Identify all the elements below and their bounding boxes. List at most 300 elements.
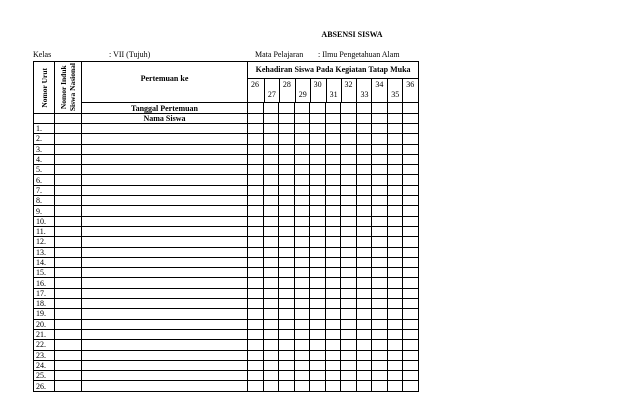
attendance-cell	[310, 144, 326, 154]
row-number: 26.	[34, 381, 55, 391]
attendance-cell	[372, 134, 388, 144]
attendance-cell	[341, 360, 357, 370]
nisn-cell	[55, 216, 82, 226]
attendance-cell	[264, 247, 279, 257]
attendance-cell	[388, 288, 403, 298]
attendance-cell	[310, 381, 326, 391]
table-row	[34, 196, 419, 206]
page-title: ABSENSI SISWA	[321, 30, 383, 39]
attendance-cell	[295, 329, 310, 339]
nisn-cell	[55, 144, 82, 154]
attendance-cell	[388, 309, 403, 319]
attendance-cell	[372, 360, 388, 370]
attendance-cell	[310, 309, 326, 319]
table-row	[34, 329, 419, 339]
student-name-cell	[82, 381, 248, 391]
row-number: 23.	[34, 350, 55, 360]
attendance-cell	[264, 319, 279, 329]
nisn-cell	[55, 360, 82, 370]
attendance-cell	[372, 278, 388, 288]
student-name-cell	[82, 206, 248, 216]
kelas-value: : VII (Tujuh)	[109, 50, 151, 59]
attendance-cell	[264, 216, 279, 226]
attendance-cell	[357, 196, 372, 206]
attendance-cell	[295, 134, 310, 144]
nisn-cell	[55, 134, 82, 144]
attendance-cell	[310, 154, 326, 164]
attendance-cell	[388, 278, 403, 288]
attendance-cell	[310, 185, 326, 195]
attendance-cell	[295, 268, 310, 278]
tanggal-row	[34, 103, 419, 114]
attendance-cell	[341, 371, 357, 381]
attendance-cell	[326, 134, 341, 144]
attendance-cell	[357, 206, 372, 216]
nisn-cell	[55, 237, 82, 247]
attendance-cell	[295, 278, 310, 288]
attendance-cell	[341, 237, 357, 247]
attendance-cell	[372, 381, 388, 391]
attendance-cell	[326, 185, 341, 195]
attendance-cell	[357, 134, 372, 144]
attendance-cell	[295, 154, 310, 164]
attendance-cell	[372, 154, 388, 164]
student-name-cell	[82, 247, 248, 257]
student-name-cell	[82, 237, 248, 247]
attendance-cell	[403, 268, 419, 278]
attendance-cell	[403, 381, 419, 391]
table-row	[34, 268, 419, 278]
attendance-cell	[279, 257, 295, 267]
attendance-cell	[372, 371, 388, 381]
attendance-cell	[326, 226, 341, 236]
attendance-cell	[310, 165, 326, 175]
attendance-cell	[326, 237, 341, 247]
attendance-cell	[264, 340, 279, 350]
attendance-cell	[310, 299, 326, 309]
attendance-cell	[388, 154, 403, 164]
attendance-cell	[310, 257, 326, 267]
attendance-cell	[279, 299, 295, 309]
table-row	[34, 381, 419, 391]
row-number: 14.	[34, 257, 55, 267]
attendance-cell	[326, 103, 341, 114]
attendance-cell	[264, 381, 279, 391]
student-name-cell	[82, 165, 248, 175]
header-row-1	[34, 62, 419, 103]
row-number: 19.	[34, 309, 55, 319]
attendance-cell	[326, 196, 341, 206]
attendance-cell	[248, 350, 264, 360]
attendance-cell	[264, 288, 279, 298]
attendance-cell	[279, 124, 295, 134]
attendance-cell	[295, 124, 310, 134]
attendance-cell	[388, 144, 403, 154]
attendance-cell	[403, 165, 419, 175]
attendance-cell	[310, 340, 326, 350]
attendance-cell	[248, 288, 264, 298]
attendance-cell	[326, 257, 341, 267]
attendance-cell	[310, 288, 326, 298]
attendance-cell	[295, 175, 310, 185]
attendance-cell	[357, 288, 372, 298]
attendance-cell	[279, 350, 295, 360]
row-number: 20.	[34, 319, 55, 329]
attendance-cell	[388, 319, 403, 329]
attendance-cell	[248, 299, 264, 309]
attendance-cell	[388, 350, 403, 360]
row-number: 13.	[34, 247, 55, 257]
attendance-cell	[372, 288, 388, 298]
table-row	[34, 124, 419, 134]
attendance-cell	[357, 247, 372, 257]
attendance-cell	[295, 206, 310, 216]
nisn-cell	[55, 288, 82, 298]
attendance-cell	[341, 257, 357, 267]
student-name-cell	[82, 257, 248, 267]
attendance-cell	[279, 329, 295, 339]
table-row	[34, 144, 419, 154]
attendance-cell	[295, 257, 310, 267]
student-name-cell	[82, 309, 248, 319]
attendance-cell	[372, 299, 388, 309]
attendance-cell	[295, 226, 310, 236]
blank-cell	[34, 114, 55, 124]
table-row	[34, 247, 419, 257]
attendance-cell	[279, 237, 295, 247]
attendance-cell	[310, 268, 326, 278]
attendance-cell	[357, 309, 372, 319]
attendance-cell	[357, 175, 372, 185]
attendance-cell	[388, 381, 403, 391]
attendance-cell	[341, 278, 357, 288]
attendance-cell	[310, 319, 326, 329]
attendance-cell	[372, 124, 388, 134]
attendance-cell	[310, 247, 326, 257]
attendance-cell	[403, 371, 419, 381]
student-name-cell	[82, 340, 248, 350]
attendance-cell	[264, 299, 279, 309]
attendance-cell	[295, 309, 310, 319]
attendance-cell	[310, 196, 326, 206]
attendance-cell	[295, 185, 310, 195]
student-name-cell	[82, 371, 248, 381]
attendance-cell	[341, 350, 357, 360]
attendance-cell	[357, 237, 372, 247]
attendance-cell	[372, 185, 388, 195]
attendance-cell	[388, 185, 403, 195]
attendance-cell	[357, 360, 372, 370]
attendance-cell	[279, 360, 295, 370]
attendance-cell	[248, 185, 264, 195]
attendance-cell	[403, 216, 419, 226]
attendance-cell	[279, 216, 295, 226]
attendance-cell	[388, 268, 403, 278]
attendance-cell	[357, 278, 372, 288]
student-name-cell	[82, 196, 248, 206]
student-name-cell	[82, 350, 248, 360]
attendance-cell	[264, 206, 279, 216]
attendance-cell	[403, 299, 419, 309]
attendance-cell	[248, 124, 264, 134]
attendance-cell	[341, 309, 357, 319]
attendance-cell	[388, 124, 403, 134]
attendance-cell	[310, 103, 326, 114]
attendance-cell	[326, 350, 341, 360]
attendance-cell	[403, 350, 419, 360]
meeting-number: 35	[387, 79, 402, 102]
attendance-cell	[264, 360, 279, 370]
nisn-cell	[55, 381, 82, 391]
attendance-cell	[372, 144, 388, 154]
attendance-cell	[388, 206, 403, 216]
attendance-cell	[264, 278, 279, 288]
meeting-number: 31	[326, 79, 341, 102]
row-number: 3.	[34, 144, 55, 154]
attendance-cell	[295, 237, 310, 247]
attendance-cell	[357, 319, 372, 329]
attendance-cell	[372, 247, 388, 257]
attendance-table	[33, 61, 419, 392]
nisn-cell	[55, 340, 82, 350]
attendance-cell	[388, 257, 403, 267]
attendance-cell	[341, 299, 357, 309]
attendance-cell	[357, 185, 372, 195]
attendance-cell	[279, 196, 295, 206]
student-name-cell	[82, 360, 248, 370]
attendance-cell	[372, 329, 388, 339]
meeting-number: 28	[279, 79, 295, 102]
attendance-cell	[248, 206, 264, 216]
attendance-cell	[264, 124, 279, 134]
student-name-cell	[82, 134, 248, 144]
attendance-cell	[341, 124, 357, 134]
attendance-cell	[326, 381, 341, 391]
attendance-cell	[326, 340, 341, 350]
meeting-number: 33	[356, 79, 371, 102]
attendance-cell	[341, 226, 357, 236]
student-name-cell	[82, 226, 248, 236]
attendance-cell	[295, 371, 310, 381]
attendance-cell	[357, 299, 372, 309]
kehadiran-title: Kehadiran Siswa Pada Kegiatan Tatap Muka	[248, 62, 418, 79]
meeting-number: 34	[371, 79, 387, 102]
attendance-cell	[372, 196, 388, 206]
attendance-cell	[295, 319, 310, 329]
table-row	[34, 350, 419, 360]
table-row	[34, 134, 419, 144]
table-row	[34, 165, 419, 175]
attendance-cell	[403, 154, 419, 164]
attendance-cell	[279, 381, 295, 391]
table-row	[34, 319, 419, 329]
nomor-induk-header: Nomor Induk Siswa Nasional	[55, 62, 82, 114]
attendance-cell	[264, 257, 279, 267]
student-name-cell	[82, 144, 248, 154]
attendance-cell	[403, 226, 419, 236]
attendance-cell	[403, 319, 419, 329]
attendance-cell	[326, 329, 341, 339]
attendance-cell	[310, 175, 326, 185]
attendance-cell	[403, 340, 419, 350]
attendance-cell	[295, 114, 310, 124]
attendance-cell	[326, 278, 341, 288]
meeting-number: 27	[264, 79, 279, 102]
attendance-cell	[403, 309, 419, 319]
row-number: 17.	[34, 288, 55, 298]
attendance-cell	[295, 103, 310, 114]
attendance-cell	[295, 196, 310, 206]
attendance-cell	[357, 226, 372, 236]
attendance-cell	[326, 144, 341, 154]
attendance-cell	[388, 360, 403, 370]
attendance-cell	[326, 216, 341, 226]
attendance-cell	[279, 165, 295, 175]
attendance-cell	[295, 360, 310, 370]
nisn-cell	[55, 299, 82, 309]
attendance-cell	[310, 371, 326, 381]
nisn-cell	[55, 329, 82, 339]
attendance-cell	[279, 309, 295, 319]
table-row	[34, 175, 419, 185]
attendance-cell	[295, 299, 310, 309]
attendance-cell	[248, 309, 264, 319]
attendance-cell	[279, 278, 295, 288]
row-number: 12.	[34, 237, 55, 247]
attendance-cell	[403, 175, 419, 185]
attendance-cell	[310, 134, 326, 144]
attendance-cell	[326, 268, 341, 278]
table-row	[34, 185, 419, 195]
blank-cell	[55, 114, 82, 124]
attendance-cell	[372, 114, 388, 124]
student-name-cell	[82, 288, 248, 298]
attendance-cell	[403, 247, 419, 257]
attendance-cell	[372, 216, 388, 226]
attendance-cell	[295, 381, 310, 391]
row-number: 8.	[34, 196, 55, 206]
attendance-cell	[403, 278, 419, 288]
attendance-cell	[326, 319, 341, 329]
attendance-cell	[310, 226, 326, 236]
attendance-cell	[341, 381, 357, 391]
attendance-cell	[403, 206, 419, 216]
attendance-cell	[341, 319, 357, 329]
nisn-cell	[55, 278, 82, 288]
nisn-cell	[55, 268, 82, 278]
attendance-cell	[357, 144, 372, 154]
mapel-label: Mata Pelajaran	[255, 50, 304, 59]
attendance-cell	[264, 144, 279, 154]
attendance-cell	[310, 278, 326, 288]
attendance-cell	[248, 329, 264, 339]
row-number: 11.	[34, 226, 55, 236]
attendance-cell	[388, 196, 403, 206]
row-number: 24.	[34, 360, 55, 370]
attendance-cell	[248, 226, 264, 236]
attendance-cell	[357, 257, 372, 267]
nisn-cell	[55, 371, 82, 381]
attendance-cell	[341, 206, 357, 216]
attendance-cell	[372, 257, 388, 267]
table-row	[34, 309, 419, 319]
student-name-cell	[82, 299, 248, 309]
attendance-cell	[403, 196, 419, 206]
attendance-cell	[357, 340, 372, 350]
attendance-cell	[326, 165, 341, 175]
kelas-label: Kelas	[33, 50, 52, 59]
nisn-cell	[55, 309, 82, 319]
nisn-cell	[55, 175, 82, 185]
attendance-cell	[357, 381, 372, 391]
attendance-cell	[264, 196, 279, 206]
attendance-cell	[372, 103, 388, 114]
nisn-cell	[55, 350, 82, 360]
attendance-cell	[310, 350, 326, 360]
attendance-cell	[248, 144, 264, 154]
attendance-cell	[357, 103, 372, 114]
attendance-cell	[264, 175, 279, 185]
attendance-cell	[403, 329, 419, 339]
attendance-cell	[295, 340, 310, 350]
attendance-cell	[248, 340, 264, 350]
attendance-cell	[388, 216, 403, 226]
attendance-cell	[248, 103, 264, 114]
student-name-cell	[82, 175, 248, 185]
row-number: 10.	[34, 216, 55, 226]
attendance-cell	[326, 371, 341, 381]
table-row	[34, 340, 419, 350]
attendance-cell	[295, 144, 310, 154]
attendance-cell	[326, 175, 341, 185]
attendance-cell	[341, 144, 357, 154]
attendance-cell	[248, 360, 264, 370]
attendance-cell	[326, 360, 341, 370]
attendance-cell	[295, 350, 310, 360]
student-name-cell	[82, 216, 248, 226]
attendance-cell	[372, 268, 388, 278]
row-number: 18.	[34, 299, 55, 309]
attendance-cell	[388, 329, 403, 339]
row-number: 15.	[34, 268, 55, 278]
attendance-cell	[388, 237, 403, 247]
nisn-cell	[55, 185, 82, 195]
pertemuan-ke-header: Pertemuan ke	[82, 62, 248, 103]
attendance-cell	[248, 114, 264, 124]
attendance-cell	[248, 247, 264, 257]
attendance-cell	[279, 185, 295, 195]
attendance-cell	[264, 226, 279, 236]
meeting-number: 26	[251, 80, 259, 89]
attendance-cell	[372, 319, 388, 329]
attendance-cell	[248, 196, 264, 206]
attendance-cell	[279, 340, 295, 350]
attendance-cell	[341, 268, 357, 278]
table-row	[34, 216, 419, 226]
student-name-cell	[82, 329, 248, 339]
meeting-number: 29	[295, 79, 310, 102]
attendance-cell	[310, 237, 326, 247]
attendance-cell	[403, 124, 419, 134]
attendance-cell	[264, 185, 279, 195]
attendance-cell	[341, 340, 357, 350]
row-number: 9.	[34, 206, 55, 216]
attendance-cell	[403, 185, 419, 195]
attendance-cell	[264, 154, 279, 164]
attendance-cell	[264, 371, 279, 381]
attendance-cell	[279, 144, 295, 154]
table-row	[34, 237, 419, 247]
